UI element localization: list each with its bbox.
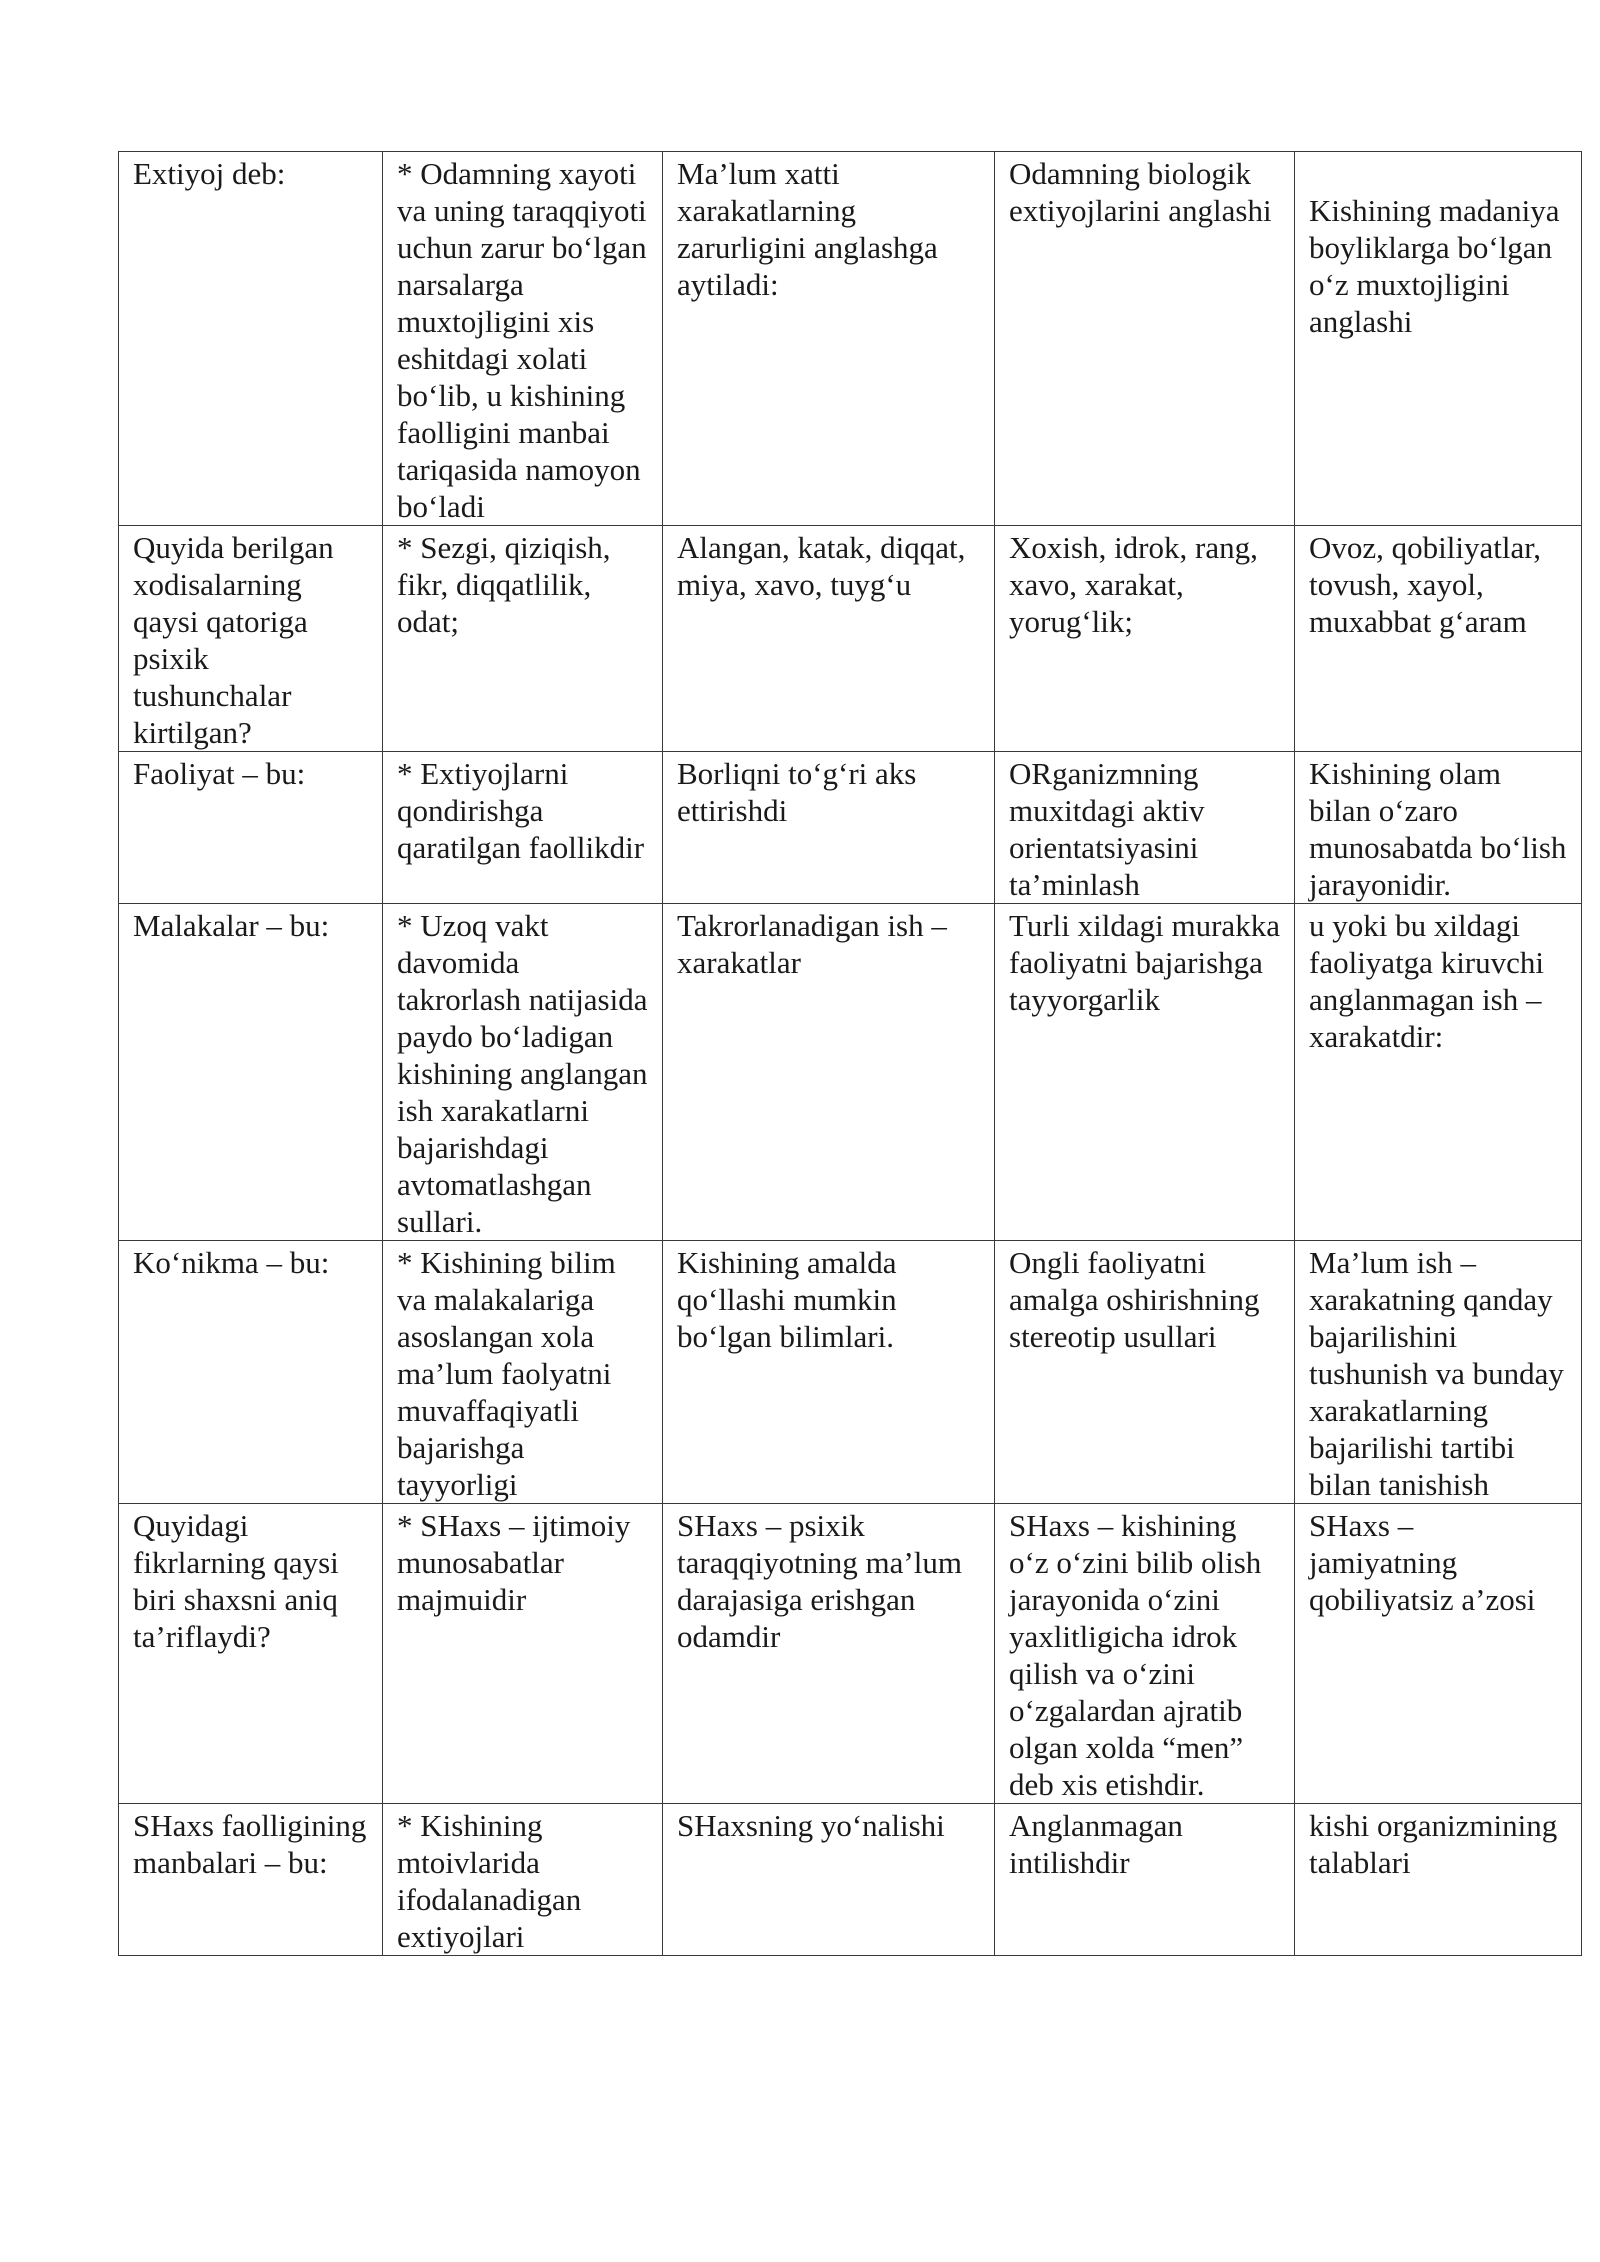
question-cell: Faoliyat – bu: [119, 752, 383, 904]
answer-option-cell: Kishining madaniya boyliklarga bo‘lgan o‘z muxtojligini anglashi [1295, 152, 1582, 526]
table-row [119, 152, 1582, 526]
correct-answer-cell: * Kishining bilim va malakalariga asoslangan xola ma’lum faolyatni muvaffaqiyatli bajarishga tayyorligi [383, 1241, 663, 1504]
question-cell: Ko‘nikma – bu: [119, 1241, 383, 1504]
correct-answer-cell: * Uzoq vakt davomida takrorlash natijasida paydo bo‘ladigan kishining anglangan ish xarakatlarni bajarishdagi avtomatlashgan sullari. [383, 904, 663, 1241]
question-cell: Quyidagi fikrlarning qaysi biri shaxsni aniq ta’riflaydi? [119, 1504, 383, 1804]
answer-option-cell: Kishining olam bilan o‘zaro munosabatda bo‘lish jarayonidir. [1295, 752, 1582, 904]
answer-option-cell: Ma’lum ish – xarakatning qanday bajarilishini tushunish va bunday xarakatlarning bajarilishi tartibi bilan tanishish [1295, 1241, 1582, 1504]
table-row [119, 904, 1582, 1241]
answer-option-cell: SHaxs – psixik taraqqiyotning ma’lum darajasiga erishgan odamdir [663, 1504, 995, 1804]
answer-option-cell: kishi organizmining talablari [1295, 1804, 1582, 1956]
quiz-table [118, 151, 1582, 1956]
correct-answer-cell: * Odamning xayoti va uning taraqqiyoti uchun zarur bo‘lgan narsalarga muxtojligini xis eshitdagi xolati bo‘lib, u kishining faolligini manbai tariqasida namoyon bo‘ladi [383, 152, 663, 526]
answer-option-cell: SHaxs – jamiyatning qobiliyatsiz a’zosi [1295, 1504, 1582, 1804]
table-row [119, 1804, 1582, 1956]
table-row [119, 526, 1582, 752]
correct-answer-cell: * Extiyojlarni qondirishga qaratilgan faollikdir [383, 752, 663, 904]
answer-option-cell: SHaxs – kishining o‘z o‘zini bilib olish jarayonida o‘zini yaxlitligicha idrok qilish va o‘zini o‘zgalardan ajratib olgan xolda “men” deb xis etishdir. [995, 1504, 1295, 1804]
answer-option-cell: Alangan, katak, diqqat, miya, xavo, tuyg‘u [663, 526, 995, 752]
question-cell: SHaxs faolligining manbalari – bu: [119, 1804, 383, 1956]
correct-answer-cell: * SHaxs – ijtimoiy munosabatlar majmuidir [383, 1504, 663, 1804]
answer-option-cell: Turli xildagi murakka faoliyatni bajarishga tayyorgarlik [995, 904, 1295, 1241]
question-cell: Malakalar – bu: [119, 904, 383, 1241]
table-row [119, 1504, 1582, 1804]
answer-option-cell: Kishining amalda qo‘llashi mumkin bo‘lgan bilimlari. [663, 1241, 995, 1504]
answer-option-cell: ORganizmning muxitdagi aktiv orientatsiyasini ta’minlash [995, 752, 1295, 904]
answer-option-cell: SHaxsning yo‘nalishi [663, 1804, 995, 1956]
question-cell: Quyida berilgan xodisalarning qaysi qatoriga psixik tushunchalar kirtilgan? [119, 526, 383, 752]
answer-option-cell: Ovoz, qobiliyatlar, tovush, xayol, muxabbat g‘aram [1295, 526, 1582, 752]
answer-option-cell: Odamning biologik extiyojlarini anglashi [995, 152, 1295, 526]
correct-answer-cell: * Sezgi, qiziqish, fikr, diqqatlilik, odat; [383, 526, 663, 752]
answer-option-cell: u yoki bu xildagi faoliyatga kiruvchi anglanmagan ish – xarakatdir: [1295, 904, 1582, 1241]
answer-option-cell: Anglanmagan intilishdir [995, 1804, 1295, 1956]
answer-option-cell: Xoxish, idrok, rang, xavo, xarakat, yorug‘lik; [995, 526, 1295, 752]
table-row [119, 1241, 1582, 1504]
question-cell: Extiyoj deb: [119, 152, 383, 526]
correct-answer-cell: * Kishining mtoivlarida ifodalanadigan extiyojlari [383, 1804, 663, 1956]
answer-option-cell: Takrorlanadigan ish – xarakatlar [663, 904, 995, 1241]
answer-option-cell: Ongli faoliyatni amalga oshirishning stereotip usullari [995, 1241, 1295, 1504]
answer-option-cell: Borliqni to‘g‘ri aks ettirishdi [663, 752, 995, 904]
answer-option-cell: Ma’lum xatti xarakatlarning zarurligini anglashga aytiladi: [663, 152, 995, 526]
table-row [119, 752, 1582, 904]
